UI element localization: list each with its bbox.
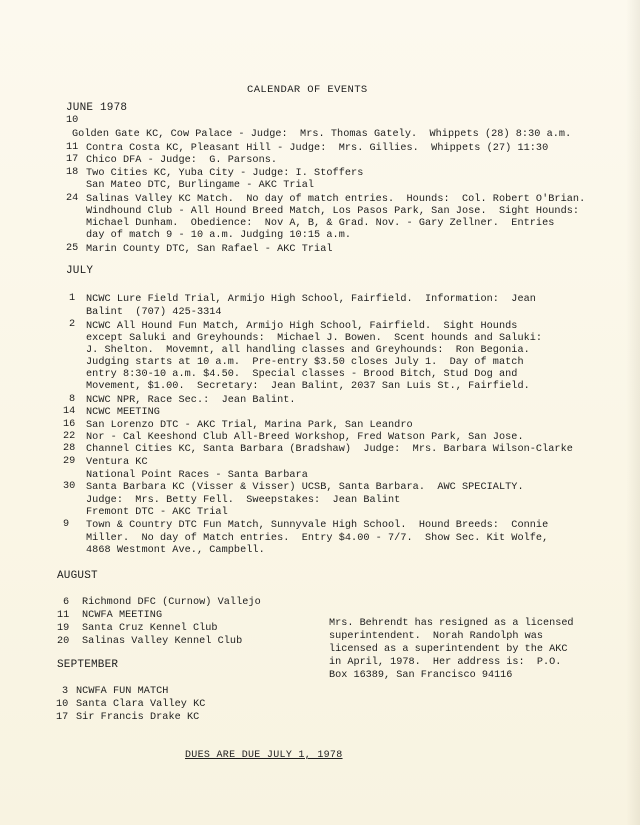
july-entry-fun-match-3: J. Shelton. Movemnt, all handling classes and Greyhounds: Ron Begonia. [86,345,530,356]
august-day-11: 11 [57,610,70,621]
august-day-6: 6 [63,597,70,608]
june-entry-marin: Marin County DTC, San Rafael - AKC Trial [86,244,333,255]
june-day-25: 25 [66,243,79,254]
july-entry-lure-trial-2: Balint (707) 425-3314 [86,307,222,318]
june-entry-golden-gate: Golden Gate KC, Cow Palace - Judge: Mrs. Thomas Gately. Whippets (28) 8:30 a.m. [72,129,572,140]
september-day-10: 10 [56,699,69,710]
july-day-29: 29 [63,456,76,467]
july-entry-npr: NCWC NPR, Race Sec.: Jean Balint. [86,395,296,406]
page-edge-shadow [626,0,640,825]
august-entry-salinas: Salinas Valley Kennel Club [82,636,243,647]
superintendent-notice [329,617,619,682]
july-entry-channel-cities: Channel Cities KC, Santa Barbara (Bradshaw) Judge: Mrs. Barbara Wilson-Clarke [86,444,573,455]
september-heading: SEPTEMBER [57,659,119,671]
notice-line: superintendent. Norah Randolph was [329,631,543,642]
june-entry-chico: Chico DFA - Judge: G. Parsons. [86,155,278,166]
july-day-28: 28 [63,443,76,454]
june-entry-salinas-line-2: Windhound Club - All Hound Breed Match, Los Pasos Park, San Jose. Sight Hounds: [86,206,580,217]
june-entry-salinas-line-1: Salinas Valley KC Match. No day of match entries. Hounds: Col. Robert O'Brian. [86,194,586,205]
july-entry-fun-match-6: Movement, $1.00. Secretary: Jean Balint, 2037 San Luis St., Fairfield. [86,381,530,392]
august-heading: AUGUST [57,570,98,582]
september-day-3: 3 [62,686,69,697]
july-day-8: 8 [69,394,76,405]
july-entry-santa-barbara-2: Judge: Mrs. Betty Fell. Sweepstakes: Jean Balint [86,495,401,506]
july-entry-town-country-3: 4868 Westmont Ave., Campbell. [86,545,265,556]
document-title: CALENDAR OF EVENTS [247,84,368,96]
june-entry-contra-costa: Contra Costa KC, Pleasant Hill - Judge: Mrs. Gillies. Whippets (27) 11:30 [86,143,549,154]
july-entry-meeting: NCWC MEETING [86,407,160,418]
june-first-day: 10 [66,115,79,126]
august-day-19: 19 [57,623,70,634]
notice-line: Mrs. Behrendt has resigned as a licensed [329,618,574,629]
july-entry-fun-match-2: except Saluki and Greyhounds: Michael J. Bowen. Scent hounds and Saluki: [86,333,543,344]
july-entry-fun-match-5: entry 8:30-10 a.m. $4.50. Special classes - Brood Bitch, Stud Dog and [86,369,518,380]
august-day-20: 20 [57,636,70,647]
dues-reminder: DUES ARE DUE JULY 1, 1978 [185,750,343,761]
september-day-17: 17 [56,712,69,723]
july-entry-san-lorenzo: San Lorenzo DTC - AKC Trial, Marina Park, San Leandro [86,420,413,431]
july-day-2: 2 [69,319,76,330]
july-day-14: 14 [63,406,76,417]
july-day-16: 16 [63,419,76,430]
september-entry-fun-match: NCWFA FUN MATCH [76,686,169,697]
september-entry-sir-francis-drake: Sir Francis Drake KC [76,712,200,723]
june-heading: JUNE 1978 [66,102,128,114]
july-entry-fun-match-4: Judging starts at 10 a.m. Pre-entry $3.50 closes July 1. Day of match [86,357,524,368]
june-entry-two-cities: Two Cities KC, Yuba City - Judge: I. Stoffers [86,168,364,179]
july-day-30: 30 [63,481,76,492]
july-entry-keeshond: Nor - Cal Keeshond Club All-Breed Workshop, Fred Watson Park, San Jose. [86,432,524,443]
notice-line: in April, 1978. Her address is: P.O. [329,657,562,668]
july-entry-ventura: Ventura KC [86,457,148,468]
july-day-1: 1 [69,293,76,304]
july-day-22: 22 [63,431,76,442]
june-day-11: 11 [66,142,79,153]
june-entry-san-mateo: San Mateo DTC, Burlingame - AKC Trial [86,180,315,191]
august-entry-santa-cruz: Santa Cruz Kennel Club [82,623,218,634]
notice-line: Box 16389, San Francisco 94116 [329,670,513,681]
july-entry-santa-barbara-1: Santa Barbara KC (Visser & Visser) UCSB, Santa Barbara. AWC SPECIALTY. [86,482,524,493]
june-entry-salinas-line-3: Michael Dunham. Obedience: Nov A, B, & Grad. Nov. - Gary Zellner. Entries [86,218,555,229]
august-entry-richmond: Richmond DFC (Curnow) Vallejo [82,597,261,608]
june-day-18: 18 [66,167,79,178]
july-heading: JULY [66,265,94,277]
september-entry-santa-clara: Santa Clara Valley KC [76,699,206,710]
july-day-9: 9 [63,519,70,530]
july-entry-town-country-2: Miller. No day of Match entries. Entry $4.00 - 7/7. Show Sec. Kit Wolfe, [86,533,549,544]
june-entry-salinas-line-4: day of match 9 - 10 a.m. Judging 10:15 a.m. [86,230,352,241]
june-day-17: 17 [66,154,79,165]
july-entry-lure-trial-1: NCWC Lure Field Trial, Armijo High School, Fairfield. Information: Jean [86,294,536,305]
july-entry-fun-match-1: NCWC All Hound Fun Match, Armijo High School, Fairfield. Sight Hounds [86,321,518,332]
july-entry-town-country-1: Town & Country DTC Fun Match, Sunnyvale High School. Hound Breeds: Connie [86,520,549,531]
june-day-24: 24 [66,193,79,204]
july-entry-fremont: Fremont DTC - AKC Trial [86,507,228,518]
notice-line: licensed as a superintendent by the AKC [329,644,568,655]
july-entry-point-races: National Point Races - Santa Barbara [86,470,308,481]
august-entry-meeting: NCWFA MEETING [82,610,163,621]
